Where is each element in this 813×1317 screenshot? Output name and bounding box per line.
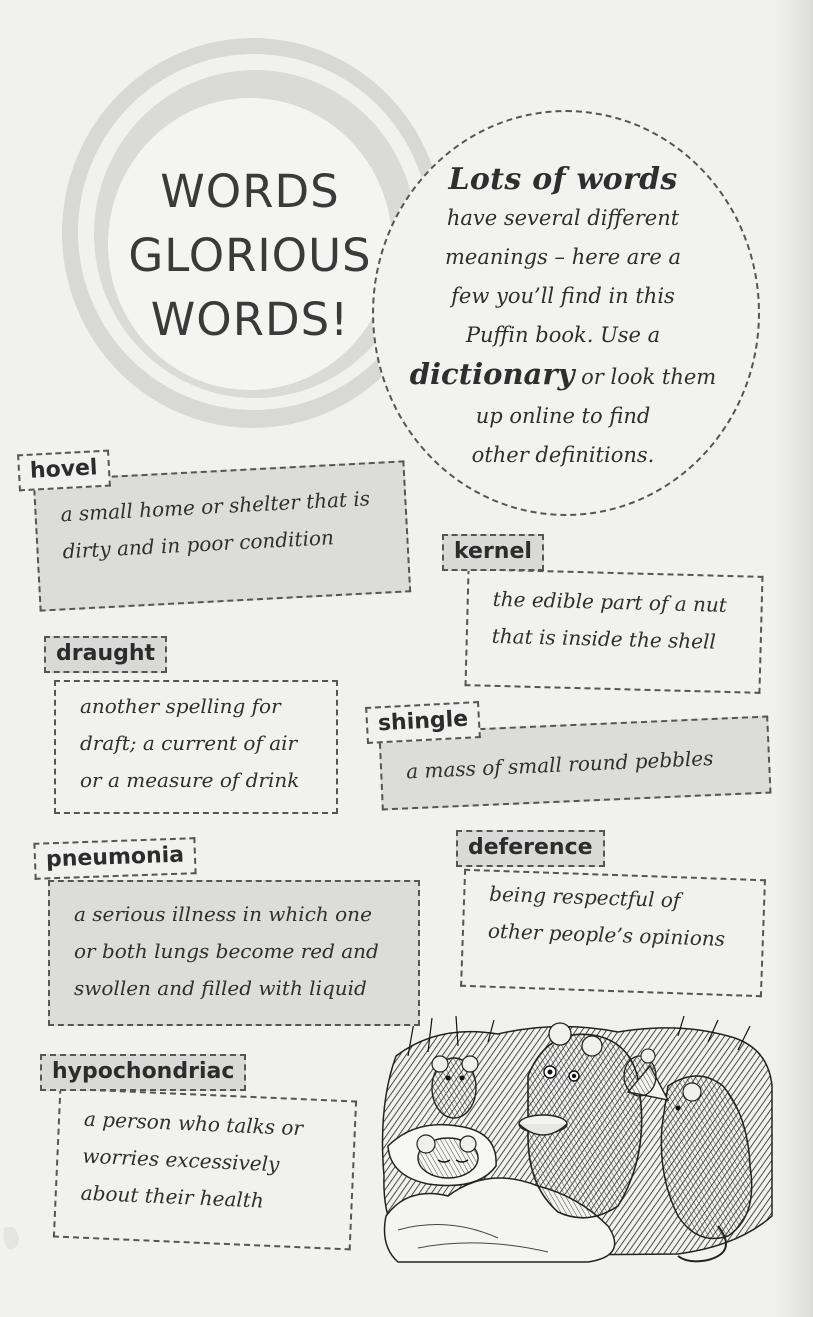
definition-line: a small home or shelter that is — [60, 486, 371, 527]
intro-line: meanings – here are a — [445, 245, 681, 269]
word-label: shingle — [365, 701, 481, 744]
definition-line: the edible part of a nut — [492, 586, 728, 617]
rats-illustration — [378, 1016, 774, 1266]
word-label: kernel — [442, 534, 544, 571]
intro-line: have several different — [446, 206, 680, 230]
definition-line: dirty and in poor condition — [61, 525, 335, 564]
definition-card — [460, 869, 766, 997]
page-scuff-mark — [0, 1220, 30, 1260]
intro-heading: Lots of words — [448, 162, 678, 197]
definition-line: swollen and filled with liquid — [74, 976, 367, 1000]
intro-line: up online to find — [475, 404, 651, 428]
definition-card — [54, 680, 338, 814]
word-label: deference — [456, 830, 605, 867]
definition-line: worries excessively — [81, 1143, 280, 1177]
title-line-3: WORDS! — [150, 293, 350, 346]
definition-line: a serious illness in which one — [74, 902, 372, 926]
intro-line: Puffin book. Use a — [465, 323, 661, 347]
definition-line: another spelling for — [80, 694, 281, 718]
page-edge-shadow — [773, 0, 813, 1317]
word-label: hypochondriac — [40, 1054, 246, 1091]
definition-line: a person who talks or — [83, 1106, 304, 1141]
definition-line: or a measure of drink — [80, 768, 300, 792]
title-line-2: GLORIOUS — [128, 229, 372, 282]
page-title — [108, 160, 392, 352]
intro-emphasis-word: dictionary — [409, 357, 575, 391]
definition-line: that is inside the shell — [491, 623, 717, 654]
definition-line: other people’s opinions — [487, 918, 726, 951]
intro-line-rest: or look them — [574, 365, 717, 389]
intro-line: other definitions. — [471, 443, 655, 467]
word-label: pneumonia — [33, 837, 196, 880]
definition-card — [465, 568, 764, 694]
definition-card — [53, 1088, 357, 1251]
definition-card — [48, 880, 420, 1026]
definition-line: about their health — [80, 1180, 265, 1213]
word-label: draught — [44, 636, 167, 673]
intro-line: few you’ll find in this — [451, 284, 675, 308]
intro-text — [398, 160, 728, 475]
definition-line: being respectful of — [488, 881, 681, 913]
title-line-1: WORDS — [160, 165, 340, 218]
definition-line: draft; a current of air — [80, 731, 298, 755]
definition-line: or both lungs become red and — [74, 939, 379, 963]
word-label: hovel — [17, 450, 110, 492]
definition-line: a mass of small round pebbles — [405, 745, 714, 784]
intro-line — [398, 355, 728, 397]
